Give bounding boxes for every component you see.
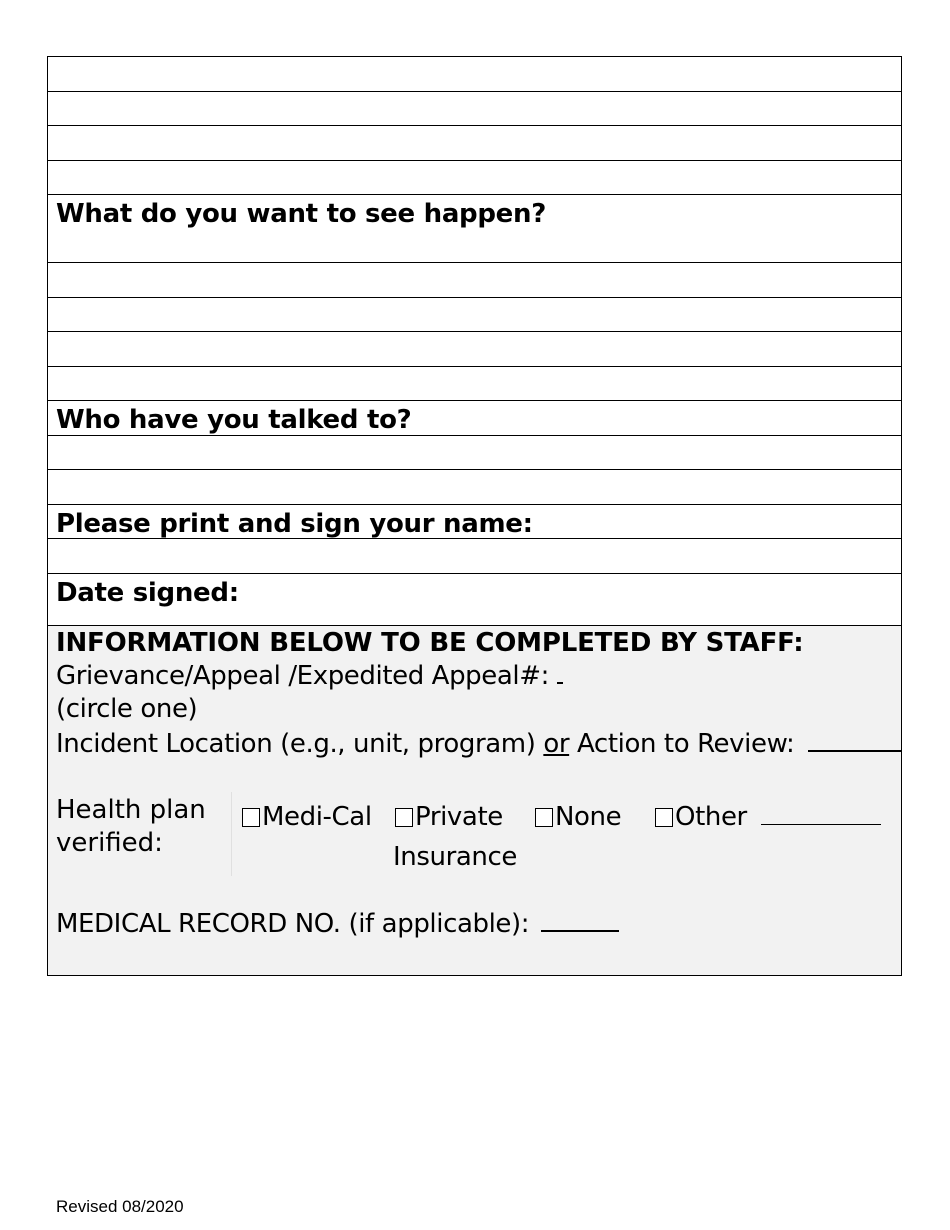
incident-line: [56, 728, 902, 759]
staff-heading: INFORMATION BELOW TO BE COMPLETED BY STAFF:: [56, 627, 804, 658]
revised-date: Revised 08/2020: [56, 1197, 184, 1216]
talked-question-row: [48, 401, 901, 436]
medical-record-label: MEDICAL RECORD NO. (if applicable):: [56, 908, 530, 939]
want-question-label: What do you want to see happen?: [56, 199, 547, 229]
option-private-insurance[interactable]: [395, 802, 503, 832]
option-other-label: Other: [675, 801, 747, 832]
write-in-line[interactable]: [48, 367, 901, 402]
write-in-line[interactable]: [48, 332, 901, 367]
health-plan-divider: [231, 792, 232, 876]
incident-label-suffix: Action to Review:: [569, 728, 795, 759]
write-in-line[interactable]: [48, 298, 901, 333]
grievance-line: [56, 660, 563, 691]
write-in-line[interactable]: [48, 470, 901, 505]
write-in-line[interactable]: [48, 161, 901, 196]
medical-record-line: [56, 908, 619, 939]
checkbox-private-insurance[interactable]: [395, 808, 413, 827]
name-question-row: [48, 505, 901, 540]
write-in-line[interactable]: [48, 263, 901, 298]
talked-question-label: Who have you talked to?: [56, 405, 412, 435]
incident-or: or: [543, 728, 570, 759]
write-in-line[interactable]: [48, 436, 901, 471]
option-medi-cal[interactable]: [242, 802, 372, 832]
incident-field[interactable]: [808, 728, 902, 752]
option-medi-cal-label: Medi-Cal: [262, 801, 372, 832]
circle-one-note: (circle one): [56, 693, 198, 724]
checkbox-other[interactable]: [655, 808, 673, 827]
incident-label-prefix: Incident Location (e.g., unit, program): [56, 728, 544, 759]
checkbox-none[interactable]: [535, 808, 553, 827]
option-private-insurance-label-2: Insurance: [393, 841, 517, 872]
write-in-line[interactable]: [48, 126, 901, 161]
name-question-label: Please print and sign your name:: [56, 508, 533, 539]
checkbox-medi-cal[interactable]: [242, 808, 260, 827]
want-question-row: [48, 195, 901, 263]
option-private-label: Private: [415, 801, 503, 832]
option-other[interactable]: [655, 802, 881, 832]
write-in-line[interactable]: [48, 92, 901, 127]
grievance-label: Grievance/Appeal /Expedited Appeal#:: [56, 660, 549, 691]
other-plan-field[interactable]: [761, 802, 881, 825]
option-none[interactable]: [535, 802, 621, 832]
option-none-label: None: [555, 801, 622, 832]
date-signed-row: [48, 574, 901, 626]
write-in-line[interactable]: [48, 57, 901, 92]
health-plan-label: Health plan verified:: [56, 794, 206, 858]
staff-section: [48, 626, 901, 975]
name-write-in-line[interactable]: [48, 539, 901, 574]
medical-record-field[interactable]: [541, 908, 619, 932]
grievance-number-field[interactable]: [557, 660, 563, 684]
grievance-form-table: [47, 56, 902, 976]
date-signed-label: Date signed:: [56, 577, 239, 608]
